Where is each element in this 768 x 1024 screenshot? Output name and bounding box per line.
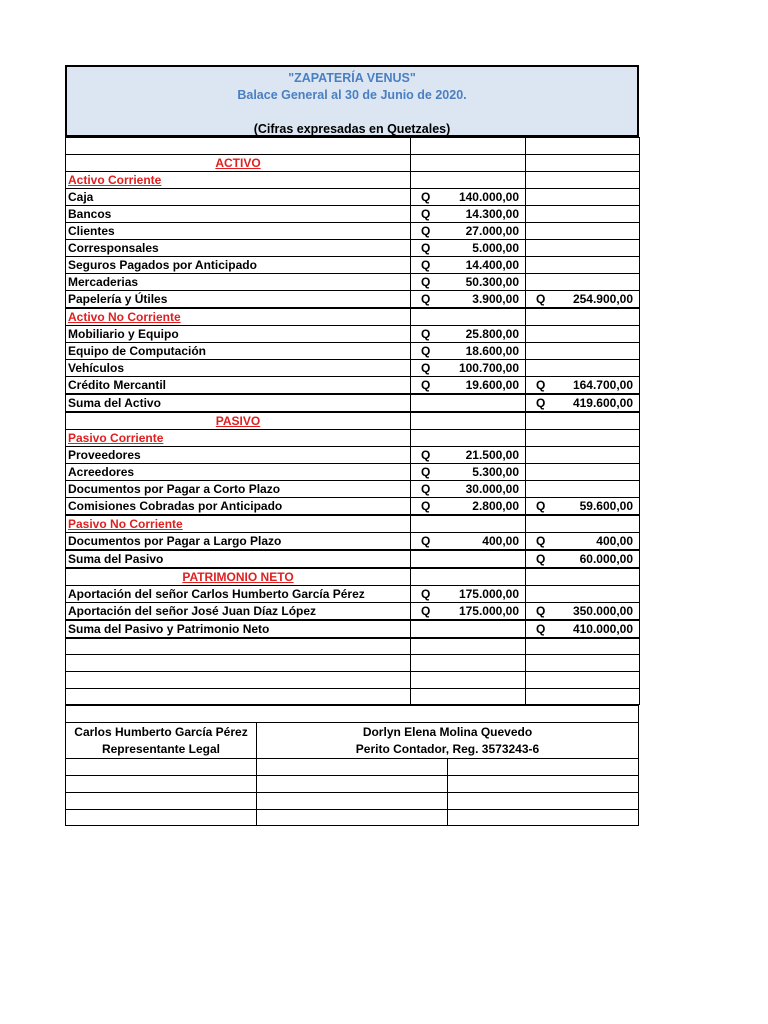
sheet-header <box>65 65 639 137</box>
currency-symbol: Q <box>536 551 546 566</box>
accountant-signature <box>257 723 639 759</box>
amount-cell <box>413 464 523 480</box>
accountant-name: Dorlyn Elena Molina Quevedo <box>362 724 533 739</box>
item-row <box>66 222 640 239</box>
blank-row <box>66 655 640 672</box>
account-label: Aportación del señor José Juan Díaz López <box>68 603 317 618</box>
legal-rep-role: Representante Legal <box>101 741 221 756</box>
account-amount: 21.500,00 <box>465 447 519 462</box>
item-row <box>66 376 640 394</box>
account-label: Documentos por Pagar a Corto Plazo <box>68 481 281 496</box>
currency-symbol: Q <box>536 498 546 513</box>
item-row <box>66 446 640 463</box>
total-cell <box>528 377 637 393</box>
account-amount: 30.000,00 <box>465 481 519 496</box>
blank-row <box>66 138 640 155</box>
subsection-row <box>66 171 640 188</box>
total-cell <box>528 498 637 514</box>
total-cell <box>528 621 637 637</box>
sum-row <box>66 394 640 412</box>
item-row <box>66 342 640 359</box>
account-amount: 14.300,00 <box>465 206 519 221</box>
subsection-title: Activo No Corriente <box>68 309 181 324</box>
account-amount: 5.000,00 <box>472 240 519 255</box>
blank-row <box>66 638 640 655</box>
section-row <box>66 154 640 171</box>
currency-symbol: Q <box>421 360 431 375</box>
amount-cell <box>413 257 523 273</box>
group-total: 254.900,00 <box>572 291 633 306</box>
amount-cell <box>413 603 523 619</box>
report-subtitle: Balace General al 30 de Junio de 2020. <box>237 88 467 102</box>
currency-note: (Cifras expresadas en Quetzales) <box>253 122 451 136</box>
currency-symbol: Q <box>421 447 431 462</box>
item-row <box>66 532 640 550</box>
sum-row <box>66 620 640 638</box>
amount-cell <box>413 240 523 256</box>
signature-table <box>65 705 639 826</box>
account-amount: 14.400,00 <box>465 257 519 272</box>
company-name: "ZAPATERÍA VENUS" <box>288 71 416 85</box>
account-label: Aportación del señor Carlos Humberto García Pérez <box>68 586 365 601</box>
total-cell <box>528 551 637 567</box>
amount-cell <box>413 447 523 463</box>
amount-cell <box>413 291 523 307</box>
account-label: Seguros Pagados por Anticipado <box>68 257 257 272</box>
subsection-title: Pasivo No Corriente <box>68 516 183 531</box>
group-total: 419.600,00 <box>572 395 633 410</box>
section-title: ACTIVO <box>215 155 261 170</box>
accountant-role: Perito Contador, Reg. 3573243-6 <box>355 741 540 756</box>
subsection-title: Activo Corriente <box>68 172 162 187</box>
legal-rep-signature <box>66 723 257 759</box>
amount-cell <box>413 326 523 342</box>
group-total: 60.000,00 <box>579 551 633 566</box>
item-row <box>66 239 640 256</box>
account-amount: 25.800,00 <box>465 326 519 341</box>
currency-symbol: Q <box>421 586 431 601</box>
item-row <box>66 256 640 273</box>
group-total: 59.600,00 <box>579 498 633 513</box>
currency-symbol: Q <box>421 377 431 392</box>
currency-symbol: Q <box>421 223 431 238</box>
amount-cell <box>413 586 523 602</box>
account-label: Mercaderias <box>68 274 139 289</box>
currency-symbol: Q <box>536 377 546 392</box>
account-label: Documentos por Pagar a Largo Plazo <box>68 533 282 548</box>
account-label: Clientes <box>68 223 115 238</box>
amount-cell <box>413 274 523 290</box>
account-label: Crédito Mercantil <box>68 377 167 392</box>
item-row <box>66 602 640 620</box>
group-total: 410.000,00 <box>572 621 633 636</box>
currency-symbol: Q <box>536 621 546 636</box>
currency-symbol: Q <box>536 291 546 306</box>
item-row <box>66 463 640 480</box>
group-total: 400,00 <box>596 533 633 548</box>
account-amount: 19.600,00 <box>465 377 519 392</box>
account-amount: 140.000,00 <box>458 189 519 204</box>
balance-table <box>65 137 640 705</box>
account-amount: 400,00 <box>482 533 519 548</box>
total-cell <box>528 603 637 619</box>
amount-cell <box>413 498 523 514</box>
group-total: 350.000,00 <box>572 603 633 618</box>
blank-row <box>66 759 639 776</box>
item-row <box>66 205 640 222</box>
blank-row <box>66 688 640 705</box>
amount-cell <box>413 343 523 359</box>
group-total: 164.700,00 <box>572 377 633 392</box>
currency-symbol: Q <box>421 274 431 289</box>
account-label: Bancos <box>68 206 112 221</box>
currency-symbol: Q <box>421 189 431 204</box>
account-amount: 2.800,00 <box>472 498 519 513</box>
blank-row <box>66 792 639 809</box>
total-cell <box>528 395 637 411</box>
account-label: Acreedores <box>68 464 135 479</box>
sum-row <box>66 550 640 568</box>
amount-cell <box>413 223 523 239</box>
currency-symbol: Q <box>421 498 431 513</box>
sum-label: Suma del Pasivo y Patrimonio Neto <box>68 621 270 636</box>
sum-label: Suma del Pasivo <box>68 551 164 566</box>
section-row <box>66 568 640 586</box>
amount-cell <box>413 189 523 205</box>
account-amount: 50.300,00 <box>465 274 519 289</box>
amount-cell <box>413 481 523 497</box>
amount-cell <box>413 377 523 393</box>
item-row <box>66 325 640 342</box>
total-cell <box>528 291 637 307</box>
account-amount: 3.900,00 <box>472 291 519 306</box>
account-label: Papelería y Útiles <box>68 291 168 306</box>
section-title: PASIVO <box>215 413 261 428</box>
blank-row <box>66 809 639 826</box>
blank-row <box>66 776 639 793</box>
currency-symbol: Q <box>536 533 546 548</box>
currency-symbol: Q <box>421 257 431 272</box>
item-row <box>66 188 640 205</box>
section-title: PATRIMONIO NETO <box>182 569 294 584</box>
currency-symbol: Q <box>421 533 431 548</box>
subsection-row <box>66 429 640 446</box>
account-amount: 5.300,00 <box>472 464 519 479</box>
subsection-row <box>66 308 640 326</box>
amount-cell <box>413 360 523 376</box>
account-label: Comisiones Cobradas por Anticipado <box>68 498 283 513</box>
blank-row <box>66 706 639 723</box>
currency-symbol: Q <box>536 395 546 410</box>
item-row <box>66 585 640 602</box>
account-amount: 175.000,00 <box>458 586 519 601</box>
account-label: Proveedores <box>68 447 141 462</box>
amount-cell <box>413 533 523 549</box>
section-row <box>66 412 640 430</box>
item-row <box>66 497 640 515</box>
subsection-row <box>66 515 640 533</box>
legal-rep-name: Carlos Humberto García Pérez <box>74 724 248 739</box>
currency-symbol: Q <box>421 291 431 306</box>
total-cell <box>528 533 637 549</box>
account-label: Vehículos <box>68 360 125 375</box>
currency-symbol: Q <box>421 240 431 255</box>
sum-label: Suma del Activo <box>68 395 161 410</box>
item-row <box>66 480 640 497</box>
balance-rows <box>66 138 640 705</box>
account-amount: 27.000,00 <box>465 223 519 238</box>
item-row <box>66 359 640 376</box>
currency-symbol: Q <box>421 481 431 496</box>
currency-symbol: Q <box>421 464 431 479</box>
item-row <box>66 273 640 290</box>
currency-symbol: Q <box>421 343 431 358</box>
currency-symbol: Q <box>421 603 431 618</box>
account-label: Caja <box>68 189 94 204</box>
account-amount: 175.000,00 <box>458 603 519 618</box>
account-amount: 100.700,00 <box>458 360 519 375</box>
currency-symbol: Q <box>421 206 431 221</box>
currency-symbol: Q <box>536 603 546 618</box>
balance-sheet <box>65 65 639 826</box>
item-row <box>66 290 640 308</box>
account-label: Mobiliario y Equipo <box>68 326 179 341</box>
signature-row <box>66 723 639 759</box>
account-label: Corresponsales <box>68 240 159 255</box>
account-amount: 18.600,00 <box>465 343 519 358</box>
amount-cell <box>413 206 523 222</box>
account-label: Equipo de Computación <box>68 343 206 358</box>
subsection-title: Pasivo Corriente <box>68 430 164 445</box>
blank-row <box>66 671 640 688</box>
currency-symbol: Q <box>421 326 431 341</box>
